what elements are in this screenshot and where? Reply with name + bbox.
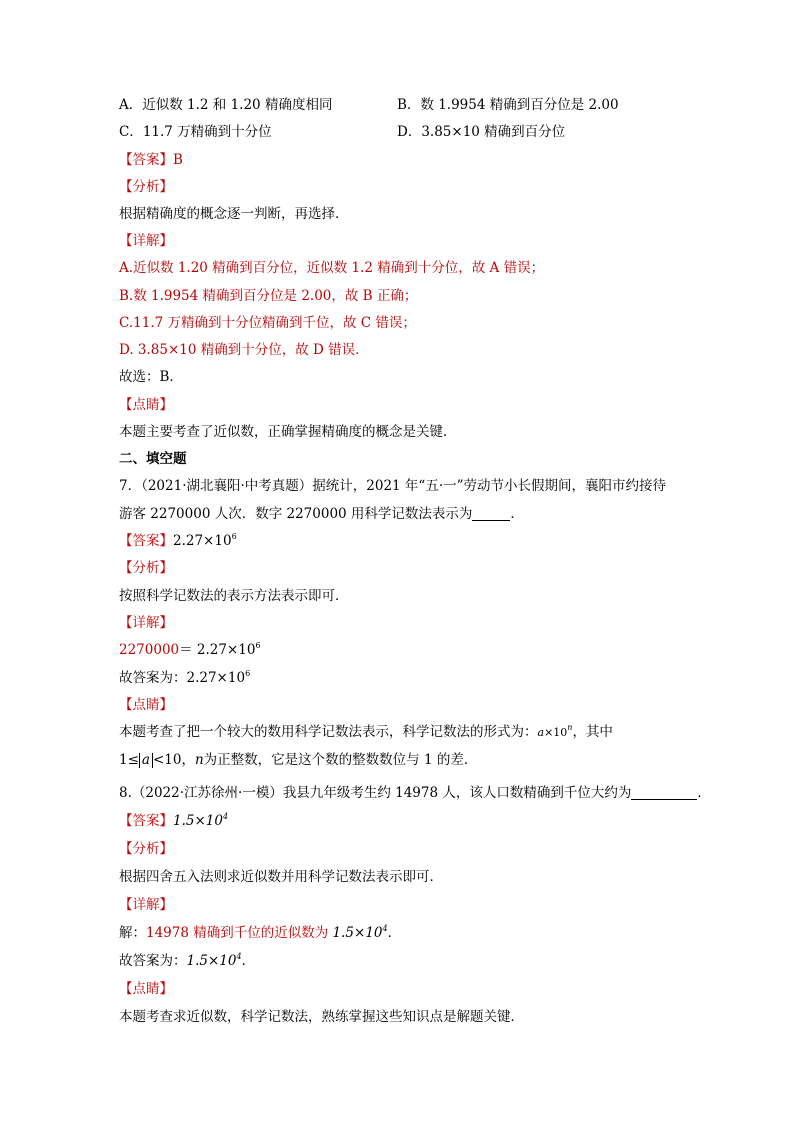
q6-detail-b: B.数 1.9954 精确到百分位是 2.00，故 B 正确； xyxy=(119,288,418,304)
answer-tag: 【答案】 xyxy=(119,152,173,168)
ineq-le: 1≤ xyxy=(119,752,139,768)
q7-final-answer xyxy=(119,669,250,687)
q8-comment-tag: 【点睛】 xyxy=(119,981,173,997)
detail-exponent: 6 xyxy=(255,641,261,650)
q6-analysis-text: 根据精确度的概念逐一判断，再选择． xyxy=(119,206,349,222)
formula-times: ×10 xyxy=(544,726,568,739)
q6-answer xyxy=(119,151,183,169)
answer-exponent: 4 xyxy=(222,812,229,821)
q8-analysis-text: 根据四舍五入法则求近似数并用科学记数法表示即可． xyxy=(119,869,443,885)
q6-detail-d: D. 3.85×10 精确到十分位，故 D 错误． xyxy=(119,342,369,358)
formula-n: n xyxy=(567,723,573,732)
q7-stem-text: 游客 2270000 人次．数字 2270000 用科学记数法表示为 xyxy=(119,506,473,522)
comment-rest: 为正整数，它是这个数的整数数位与 1 的差． xyxy=(203,752,478,768)
q7-comment-line-2 xyxy=(119,751,477,769)
q8-comment-text: 本题考查求近似数，科学记数法，熟练掌握这些知识点是解题关键． xyxy=(119,1009,524,1025)
answer-value: 2.27×10 xyxy=(173,533,232,549)
q8-analysis-tag: 【分析】 xyxy=(119,841,173,857)
detail-end: ． xyxy=(387,925,402,941)
answer-exponent: 6 xyxy=(231,532,237,541)
q7-comment-tag: 【点睛】 xyxy=(119,697,173,713)
final-exponent: 6 xyxy=(245,669,251,678)
detail-mid: 精确到千位的近似数为 xyxy=(188,925,333,941)
q8-final-answer xyxy=(119,952,255,970)
detail-value: 1.5×10 xyxy=(332,925,383,941)
q8-stem-text: 8.（2022·江苏徐州·一模）我县九年级考生约 14978 人，该人口数精确到千位大约为 xyxy=(119,785,632,801)
q6-comment-tag: 【点睛】 xyxy=(119,397,173,413)
q8-detail-text xyxy=(119,924,401,942)
q7-detail-tag: 【详解】 xyxy=(119,615,173,631)
final-prefix: 故答案为： xyxy=(119,670,187,686)
q7-stem-line-2 xyxy=(119,505,524,523)
q7-comment-line-1 xyxy=(119,723,613,742)
var-n: n xyxy=(194,752,204,768)
answer-blank xyxy=(472,506,510,521)
ineq-lt: <10， xyxy=(152,752,195,768)
q7-detail-text xyxy=(119,641,261,659)
answer-value: B xyxy=(173,152,183,168)
abs-value xyxy=(139,753,153,768)
q7-stem-line-1: 7．（2021·湖北襄阳·中考真题）据统计，2021 年“五·一”劳动节小长假期间，襄阳市约接待 xyxy=(119,478,667,494)
q8-stem xyxy=(119,784,711,802)
q6-analysis-tag: 【分析】 xyxy=(119,179,173,195)
q8-stem-end: ． xyxy=(697,785,711,801)
q8-answer xyxy=(119,812,228,830)
q6-option-a: A．近似数 1.2 和 1.20 精确度相同 xyxy=(119,97,333,113)
q7-analysis-tag: 【分析】 xyxy=(119,560,173,576)
answer-tag: 【答案】 xyxy=(119,533,173,549)
formula-a: a xyxy=(537,726,545,739)
q6-detail-a: A.近似数 1.20 精确到百分位，近似数 1.2 精确到十分位，故 A 错误； xyxy=(119,260,545,276)
q8-detail-tag: 【详解】 xyxy=(119,897,173,913)
q6-detail-tag: 【详解】 xyxy=(119,233,173,249)
answer-value: 1.5×10 xyxy=(173,813,223,829)
q6-choice: 故选：B． xyxy=(119,369,183,385)
q7-stem-end: ． xyxy=(510,506,524,522)
detail-number: 14978 xyxy=(146,925,189,941)
final-exponent: 4 xyxy=(236,952,242,961)
section-title: 二、填空题 xyxy=(119,451,187,467)
q6-comment-text: 本题主要考查了近似数，正确掌握精确度的概念是关键． xyxy=(119,424,457,440)
final-value: 2.27×10 xyxy=(186,670,246,686)
final-end: ． xyxy=(241,953,256,969)
comment-text: 本题考查了把一个较大的数用科学记数法表示，科学记数法的形式为： xyxy=(119,724,538,740)
abs-a: a xyxy=(141,752,150,768)
final-value: 1.5×10 xyxy=(186,953,237,969)
q6-option-d: D．3.85×10 精确到百分位 xyxy=(397,124,566,140)
answer-blank xyxy=(631,785,697,800)
q6-option-c: C．11.7 万精确到十分位 xyxy=(119,124,272,140)
detail-exponent: 4 xyxy=(382,924,388,933)
comment-end: ，其中 xyxy=(572,724,613,740)
q6-detail-c: C.11.7 万精确到十分位精确到千位，故 C 错误； xyxy=(119,315,416,331)
q6-option-b: B．数 1.9954 精确到百分位是 2.00 xyxy=(397,97,619,113)
answer-tag: 【答案】 xyxy=(119,813,173,829)
q7-answer xyxy=(119,532,237,550)
q7-analysis-text: 按照科学记数法的表示方法表示即可． xyxy=(119,588,349,604)
final-prefix: 故答案为： xyxy=(119,953,187,969)
detail-prefix: 解： xyxy=(119,925,146,941)
detail-number: 2270000 xyxy=(119,642,180,658)
detail-equation: ＝ 2.27×10 xyxy=(179,642,256,658)
